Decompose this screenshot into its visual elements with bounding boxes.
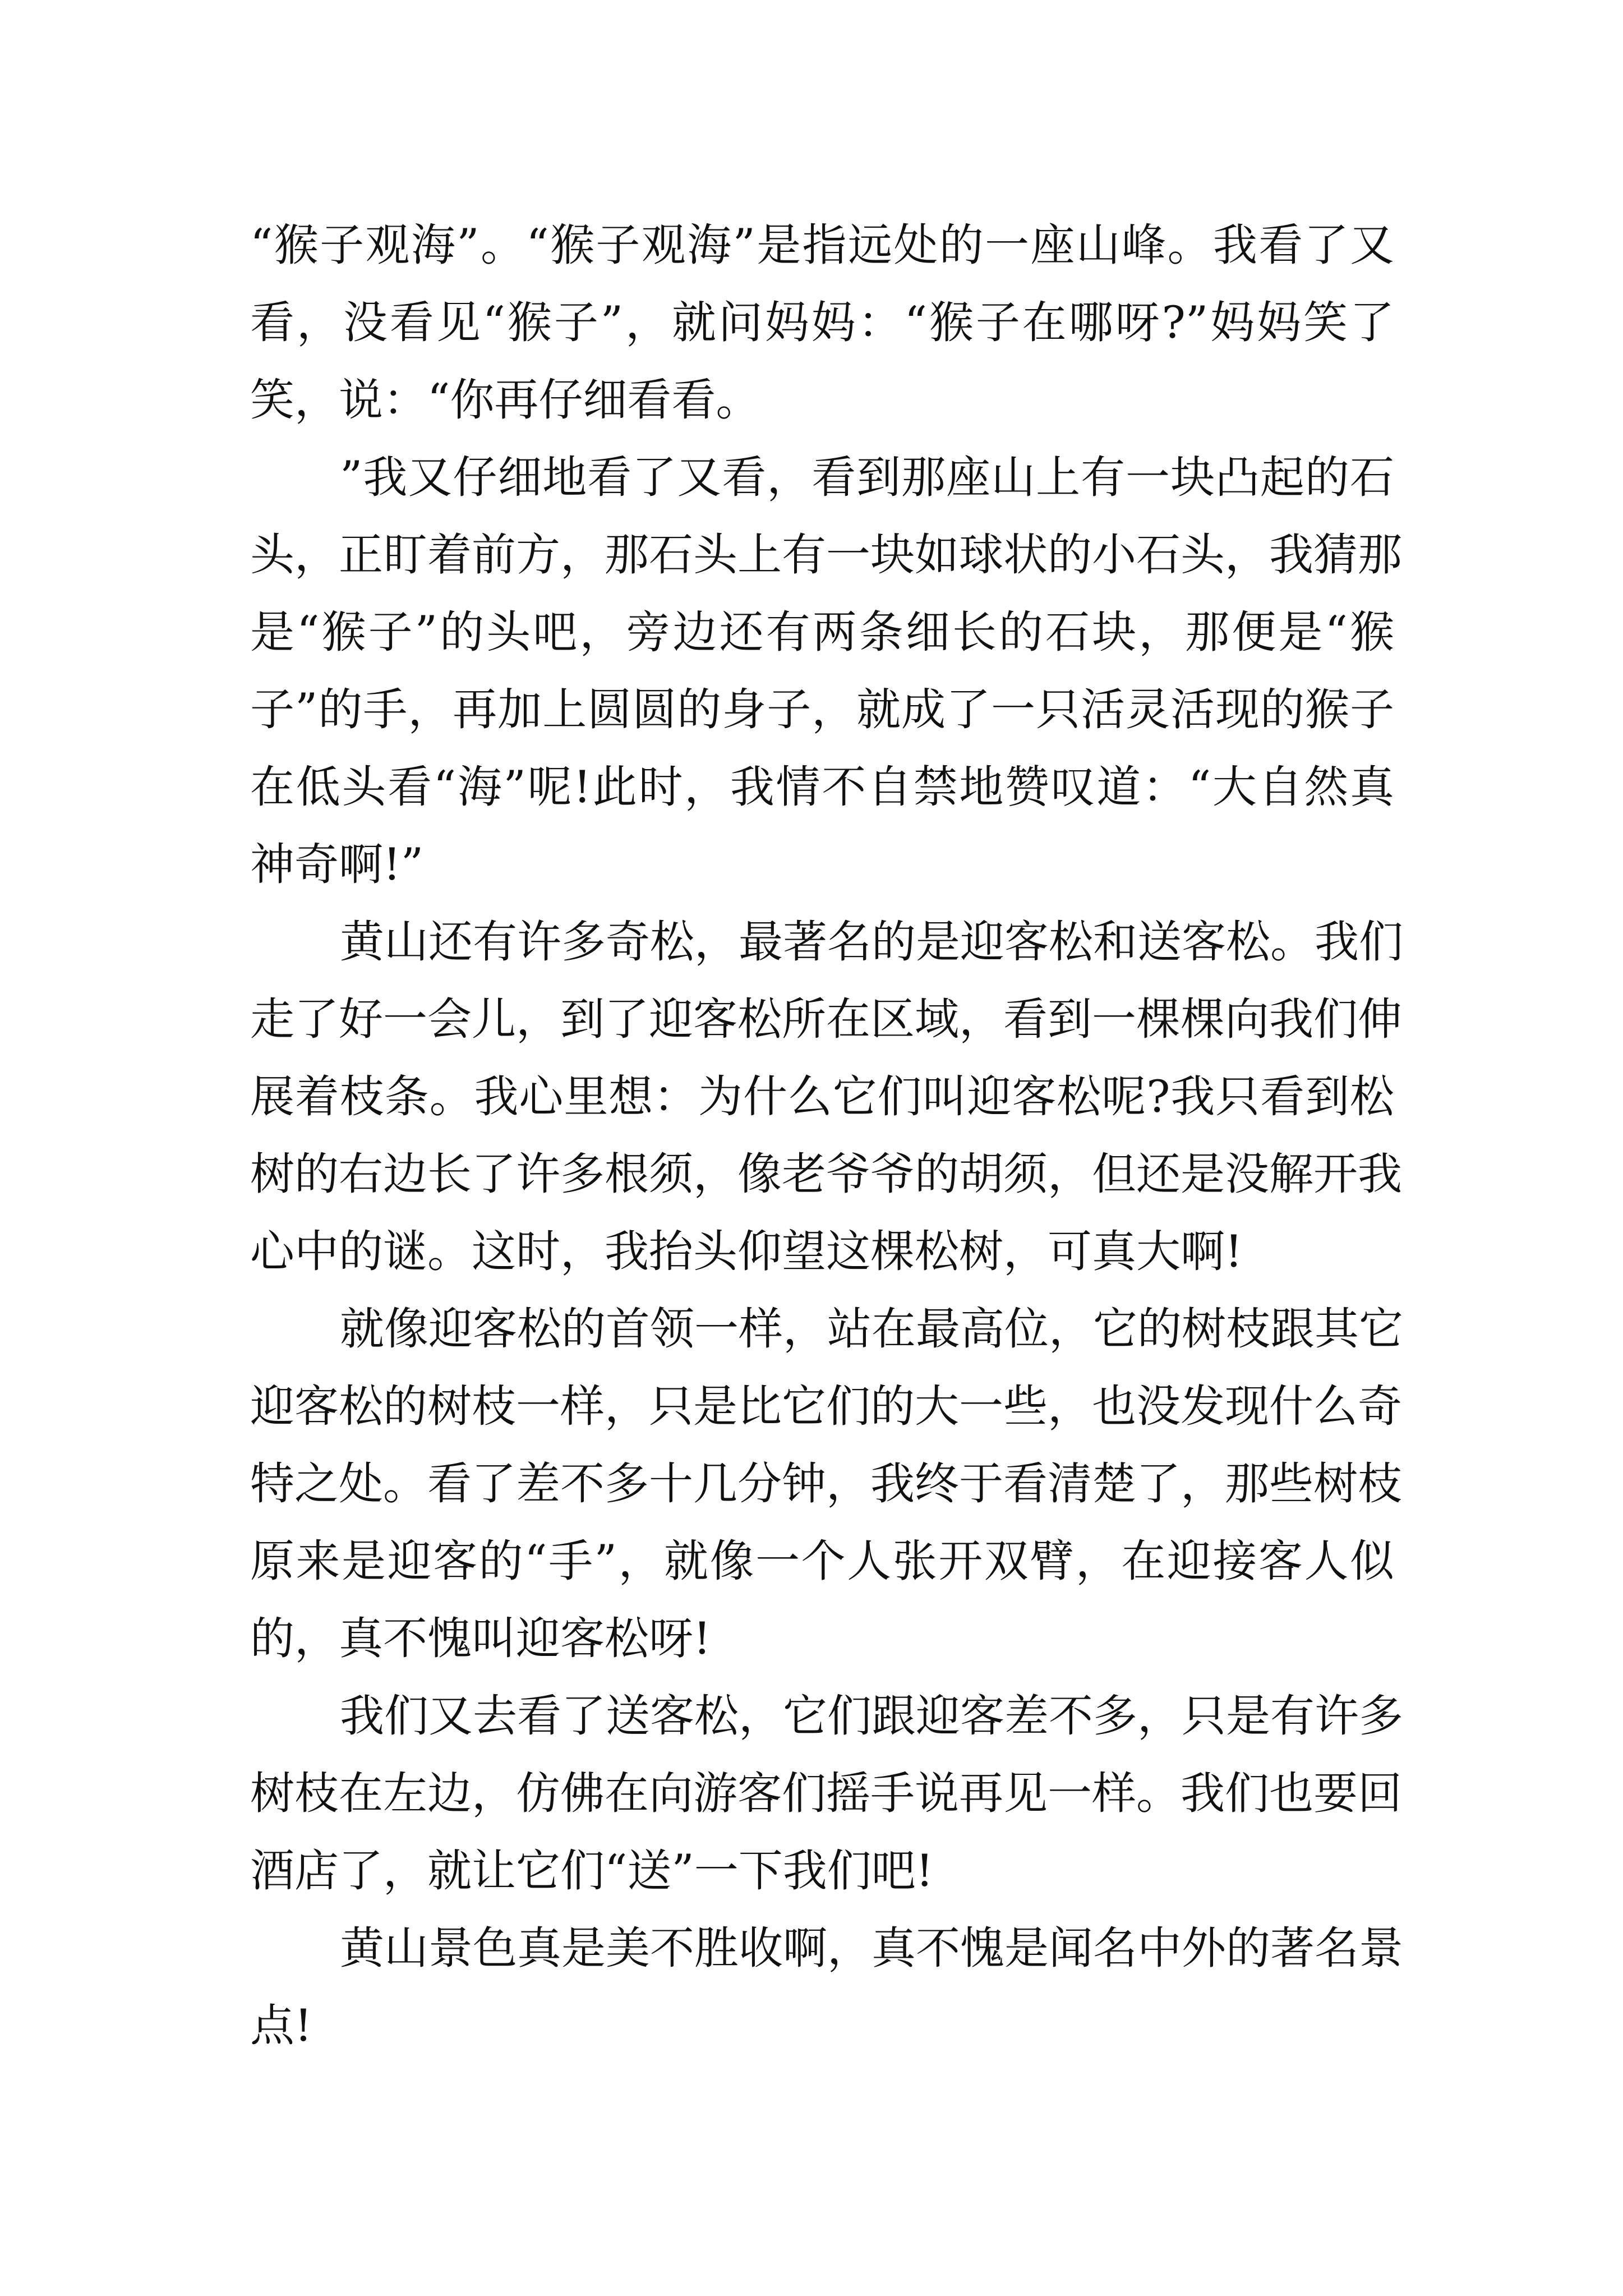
paragraph-3	[250, 903, 1403, 1290]
text-line: 酒店了，就让它们“送”一下我们吧!	[250, 1845, 934, 1897]
text-line: 原来是迎客的“手”，就像一个人张开双臂，在迎接客人似	[250, 1535, 1394, 1587]
text-line: 就像迎客松的首领一样，站在最高位，它的树枝跟其它	[340, 1303, 1403, 1355]
text-line: 展着枝条。我心里想：为什么它们叫迎客松呢?我只看到松	[250, 1071, 1394, 1122]
text-line: 走了好一会儿，到了迎客松所在区域，看到一棵棵向我们伸	[250, 993, 1402, 1045]
article-body	[250, 206, 1403, 2064]
paragraph-2	[250, 439, 1402, 903]
text-line: 是“猴子”的头吧，旁边还有两条细长的石块，那便是“猴	[250, 606, 1394, 658]
paragraph-4	[250, 1290, 1403, 1677]
text-line: 迎客松的树枝一样，只是比它们的大一些，也没发现什么奇	[250, 1381, 1402, 1432]
text-line: 黄山景色真是美不胜收啊，真不愧是闻名中外的著名景	[340, 1922, 1403, 1974]
paragraph-1	[250, 206, 1394, 439]
text-line: 我们又去看了送客松，它们跟迎客差不多，只是有许多	[340, 1690, 1403, 1742]
text-line: ”我又仔细地看了又看，看到那座山上有一块凸起的石	[340, 452, 1394, 503]
text-line: 树的右边长了许多根须，像老爷爷的胡须，但还是没解开我	[250, 1148, 1402, 1200]
text-line: 树枝在左边，仿佛在向游客们摇手说再见一样。我们也要回	[250, 1768, 1402, 1819]
paragraph-5	[250, 1677, 1403, 1910]
text-line: 笑，说：“你再仔细看看。	[250, 374, 760, 426]
text-line: 的，真不愧叫迎客松呀!	[250, 1613, 711, 1664]
text-line: 心中的谜。这时，我抬头仰望这棵松树，可真大啊!	[250, 1226, 1243, 1277]
text-line: 点!	[250, 2000, 312, 2051]
text-line: 在低头看“海”呢!此时，我情不自禁地赞叹道：“大自然真	[250, 761, 1394, 813]
text-line: 头，正盯着前方，那石头上有一块如球状的小石头，我猜那	[250, 529, 1402, 581]
text-line: 特之处。看了差不多十几分钟，我终于看清楚了，那些树枝	[250, 1458, 1402, 1510]
text-line: 子”的手，再加上圆圆的身子，就成了一只活灵活现的猴子	[250, 684, 1394, 735]
text-line: 黄山还有许多奇松，最著名的是迎客松和送客松。我们	[340, 916, 1403, 968]
text-line: 神奇啊!”	[250, 839, 424, 890]
paragraph-6	[250, 1910, 1403, 2064]
text-line: 看，没看见“猴子”，就问妈妈：“猴子在哪呀?”妈妈笑了	[250, 297, 1394, 348]
text-line: “猴子观海”。“猴子观海”是指远处的一座山峰。我看了又	[250, 219, 1394, 271]
